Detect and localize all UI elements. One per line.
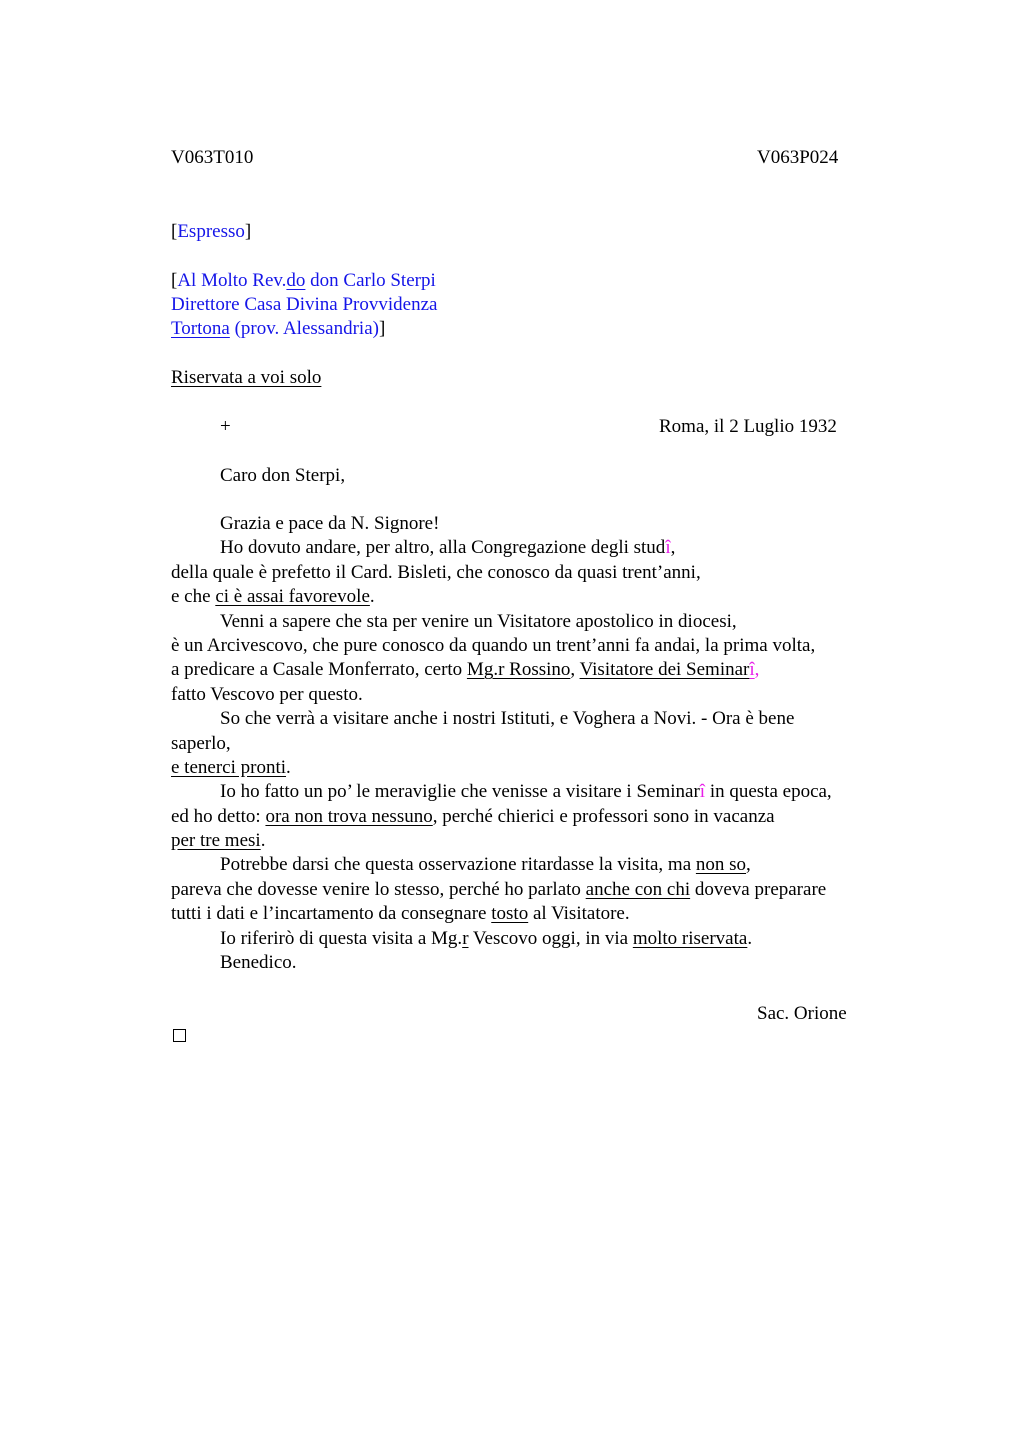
salutation: Caro don Sterpi, [220,465,346,486]
body-line: a predicare a Casale Monferrato, certo Mg.r Rossino, Visitatore dei Seminarî, [171,659,760,681]
confidential-note: Riservata a voi solo [171,367,322,388]
signature: Sac. Orione [757,1003,847,1024]
body-line: della quale è prefetto il Card. Bisleti, che conosco da quasi trent’anni, [171,561,701,583]
body-line: Venni a sapere che sta per venire un Visitatore apostolico in diocesi, [220,610,737,632]
recipient-line-1 [171,269,436,293]
body-line: tutti i dati e l’incartamento da consegnare tosto al Visitatore. [171,903,630,925]
body-line: Ho dovuto andare, per altro, alla Congregazione degli studî, [220,537,676,559]
recipient-city: Tortona [171,318,230,339]
body-line: Io ho fatto un po’ le meraviglie che venisse a visitare i Seminarî in questa epoca, [220,781,832,803]
body-line: fatto Vescovo per questo. [171,683,363,705]
body-line: Benedico. [220,952,297,974]
body-line: Potrebbe darsi che questa osservazione ritardasse la visita, ma non so, [220,854,751,876]
recipient-line-3 [171,317,385,341]
body-line: ed ho detto: ora non trova nessuno, perché chierici e professori sono in vacanza [171,805,775,827]
cross-mark: + [220,416,231,437]
body-line: Grazia e pace da N. Signore! [220,513,440,534]
body-line: e che ci è assai favorevole. [171,586,375,608]
place-date: Roma, il 2 Luglio 1932 [659,416,837,437]
close-bracket: ] [244,221,252,242]
body-line: saperlo, [171,732,231,754]
document-code-left: V063T010 [171,147,254,168]
end-square-icon [173,1029,186,1042]
body-line: So che verrà a visitare anche i nostri Istituti, e Voghera a Novi. - Ora è bene [220,708,795,730]
envelope-note-text: Espresso [177,221,245,242]
open-bracket: [ [171,221,178,242]
body-line: per tre mesi. [171,830,266,852]
recipient-line-2: Direttore Casa Divina Provvidenza [171,294,438,315]
body-line: è un Arcivescovo, che pure conosco da quando un trent’anni fa andai, la prima volta, [171,634,816,656]
document-code-right: V063P024 [757,147,839,168]
envelope-note [171,220,251,244]
letter-body [171,512,891,975]
recipient-title: Al Molto Rev. [177,270,287,291]
body-line: Io riferirò di questa visita a Mg.r Vescovo oggi, in via molto riservata. [220,927,753,949]
open-bracket: [ [171,270,178,291]
body-line: pareva che dovesse venire lo stesso, perché ho parlato anche con chi doveva preparare [171,878,827,900]
close-bracket: ] [378,318,386,339]
recipient-name: don Carlo Sterpi [305,270,436,291]
recipient-province: (prov. Alessandria) [229,318,379,339]
recipient-title-abbr: do [286,270,306,291]
body-line: e tenerci pronti. [171,756,291,778]
